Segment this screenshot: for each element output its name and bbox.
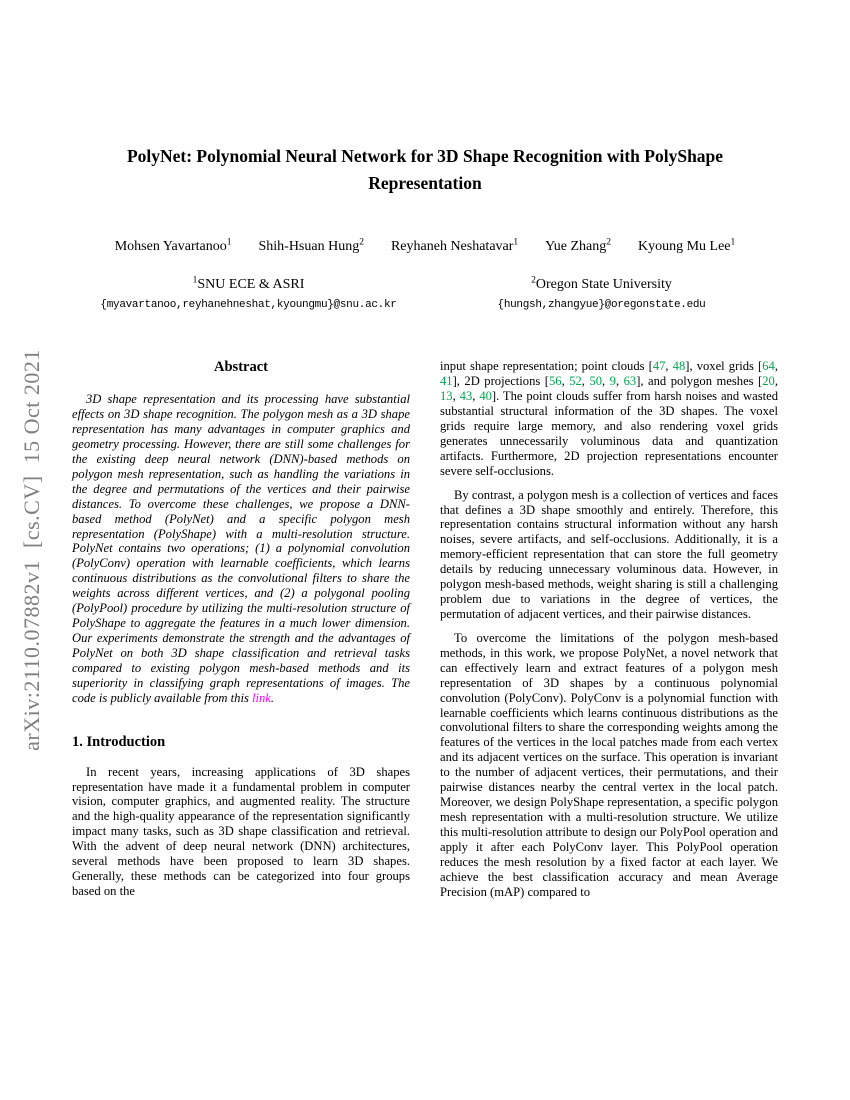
text-segment: ,	[602, 374, 610, 389]
author-name: Mohsen Yavartanoo	[114, 239, 227, 255]
text-segment: ,	[452, 389, 460, 404]
email-group-1: {myavartanoo,reyhanehneshat,kyoungmu}@snu.ac.kr	[100, 299, 397, 312]
affiliation-mark: 1	[192, 275, 198, 286]
citation-ref[interactable]: 13	[440, 389, 453, 404]
body-paragraph	[440, 631, 778, 900]
author-name: Reyhaneh Neshatavar	[390, 239, 514, 255]
citation-ref[interactable]: 43	[459, 389, 473, 404]
text-segment: ,	[615, 374, 624, 389]
paper-content	[72, 0, 778, 900]
text-segment: input shape representation; point clouds [	[440, 359, 653, 374]
citation-ref[interactable]: 9	[609, 374, 616, 389]
citation-ref[interactable]: 50	[589, 374, 603, 389]
author-name: Yue Zhang	[545, 239, 607, 255]
arxiv-watermark	[0, 0, 64, 1100]
citation-ref[interactable]: 47	[652, 359, 666, 374]
citation-ref[interactable]: 63	[623, 374, 637, 389]
author	[545, 239, 611, 255]
author	[115, 239, 232, 255]
affiliation-2	[425, 277, 778, 293]
arxiv-watermark-text: arXiv:2110.07882v1 [cs.CV] 15 Oct 2021	[19, 349, 45, 751]
text-segment: ,	[581, 374, 590, 389]
text-segment: ,	[561, 374, 570, 389]
citation-ref[interactable]: 52	[569, 374, 582, 389]
author-affiliation-mark: 2	[606, 237, 611, 248]
email-row	[72, 299, 778, 311]
author-affiliation-mark: 2	[359, 237, 364, 248]
citation-ref[interactable]: 56	[548, 374, 562, 389]
two-column-body	[72, 359, 778, 899]
text-segment: ], and polygon meshes [	[636, 374, 763, 389]
text-segment: ,	[665, 359, 673, 374]
text-segment: ,	[774, 359, 778, 374]
author-affiliation-mark: 1	[226, 237, 232, 248]
citation-ref[interactable]: 20	[762, 374, 775, 389]
body-paragraph	[440, 359, 778, 478]
author	[391, 239, 518, 255]
text-segment: 3D shape representation and its processing have substantial effects on 3D shape recognition. The polygon mesh as a 3D shape representation has many advantages in computer graphics and geometry processing. However, there are still some challenges for the existing deep neural network (DNN)-based methods on polygon mesh representation, such as handling the variations in the degree and permutations of the vertices and their pairwise distances. To overcome these challenges, we propose a DNN-based method (PolyNet) and a specific polygon mesh representation (PolyShape) with a multi-resolution structure. PolyNet contains two operations; (1) a polynomial convolution (PolyConv) operation with learnable coefficients, which learns continuous distributions as the convolutional filters to share the weights across different vertices, and (2) a polygonal pooling (PolyPool) procedure by utilizing the multi-resolution structure of PolyShape to aggregate the features in a much lower dimension. Our experiments demonstrate the strength and the advantages of PolyNet on both 3D shape classification and retrieval tasks compared to existing polygon mesh-based methods and its superiority in classifying graph representations of images. The code is publicly available from this	[72, 392, 410, 705]
citation-ref[interactable]: 40	[479, 389, 492, 404]
text-segment: By contrast, a polygon mesh is a collection of vertices and faces that defines a 3D shape smoothly and entirely. Therefore, this representation contains structural information without any harsh noises, severe artifacts, and self-occlusions. Additionally, it is a memory-efficient representation that can store the full geometry details by reducing unnecessary voluminous data. However, in polygon mesh-based methods, weight sharing is still a challenging problem due to variations in the degree of vertices, the permutation of adjacent vertices, and their pairwise distances.	[440, 487, 778, 621]
section-heading-introduction: 1. Introduction	[72, 733, 166, 750]
author-name: Kyoung Mu Lee	[637, 239, 731, 255]
abstract-text	[72, 392, 410, 705]
abstract-heading: Abstract	[214, 359, 268, 376]
author-affiliation-mark: 1	[730, 237, 736, 248]
body-paragraph	[440, 488, 778, 622]
text-segment: ,	[774, 374, 778, 389]
paper-title: PolyNet: Polynomial Neural Network for 3D Shape Recognition with PolyShape Representation	[126, 146, 724, 194]
text-segment: ], 2D projections [	[452, 374, 549, 389]
citation-ref[interactable]: 41	[440, 374, 453, 389]
affiliation-name: Oregon State University	[535, 277, 672, 293]
author-name: Shih-Hsuan Hung	[258, 239, 360, 255]
introduction-paragraph: In recent years, increasing applications of 3D shapes representation have made it a fundamental problem in computer vision, computer graphics, and augmented reality. The structure and the high-quality appearance of the representation significantly impact many tasks, such as 3D shape classification and retrieval. With the advent of deep neural network (DNN) architectures, several methods have been proposed to learn 3D shapes. Generally, these methods can be categorized into four groups based on the	[72, 764, 410, 898]
left-column	[72, 359, 410, 899]
affiliation-mark: 2	[531, 275, 536, 286]
author	[258, 239, 363, 255]
author-affiliation-mark: 1	[513, 237, 519, 248]
text-segment: ,	[472, 389, 480, 404]
text-segment: .	[270, 690, 275, 705]
text-segment: ], voxel grids [	[685, 359, 763, 374]
author-list	[72, 239, 778, 255]
text-segment: ]. The point clouds suffer from harsh noises and wasted substantial structural information of the 3D shapes. The voxel grids require large memory, and also rendering voxel grids generates unnecessarily voluminous data and quantization artifacts. Furthermore, 2D projection representations encounter severe self-occlusions.	[440, 389, 779, 478]
author	[638, 239, 735, 255]
affiliation-row	[72, 277, 778, 293]
affiliation-name: SNU ECE & ASRI	[197, 277, 305, 293]
citation-ref[interactable]: 48	[672, 359, 686, 374]
right-column	[440, 359, 778, 899]
text-segment: To overcome the limitations of the polygon mesh-based methods, in this work, we propose PolyNet, a novel network that can effectively learn and extract features of a polygon mesh representation of 3D shapes by a continuous polynomial convolution (PolyConv). PolyConv is a polynomial function with learnable coefficients which learns continuous distributions as the convolutional filters to share the corresponding weights among the features of the vertices in the local patches made from each vertex and its adjacent vertices on the surface. This operation is invariant to the number of adjacent vertices, their permutations, and their pairwise distances nearby the central vertex in the local patch. Moreover, we design PolyShape representation, a specific polygon mesh representation with a multi-resolution structure. We utilize this multi-resolution attribute to design our PolyPool operation and apply it after each PolyConv layer. This PolyPool operation reduces the mesh resolution by a fixed factor at each layer. We achieve the best classification accuracy and mean Average Precision (mAP) compared to	[440, 630, 778, 899]
citation-ref[interactable]: 64	[762, 359, 775, 374]
email-group-2: {hungsh,zhangyue}@oregonstate.edu	[497, 299, 706, 312]
affiliation-1	[72, 277, 425, 293]
code-link[interactable]: link	[252, 690, 271, 705]
